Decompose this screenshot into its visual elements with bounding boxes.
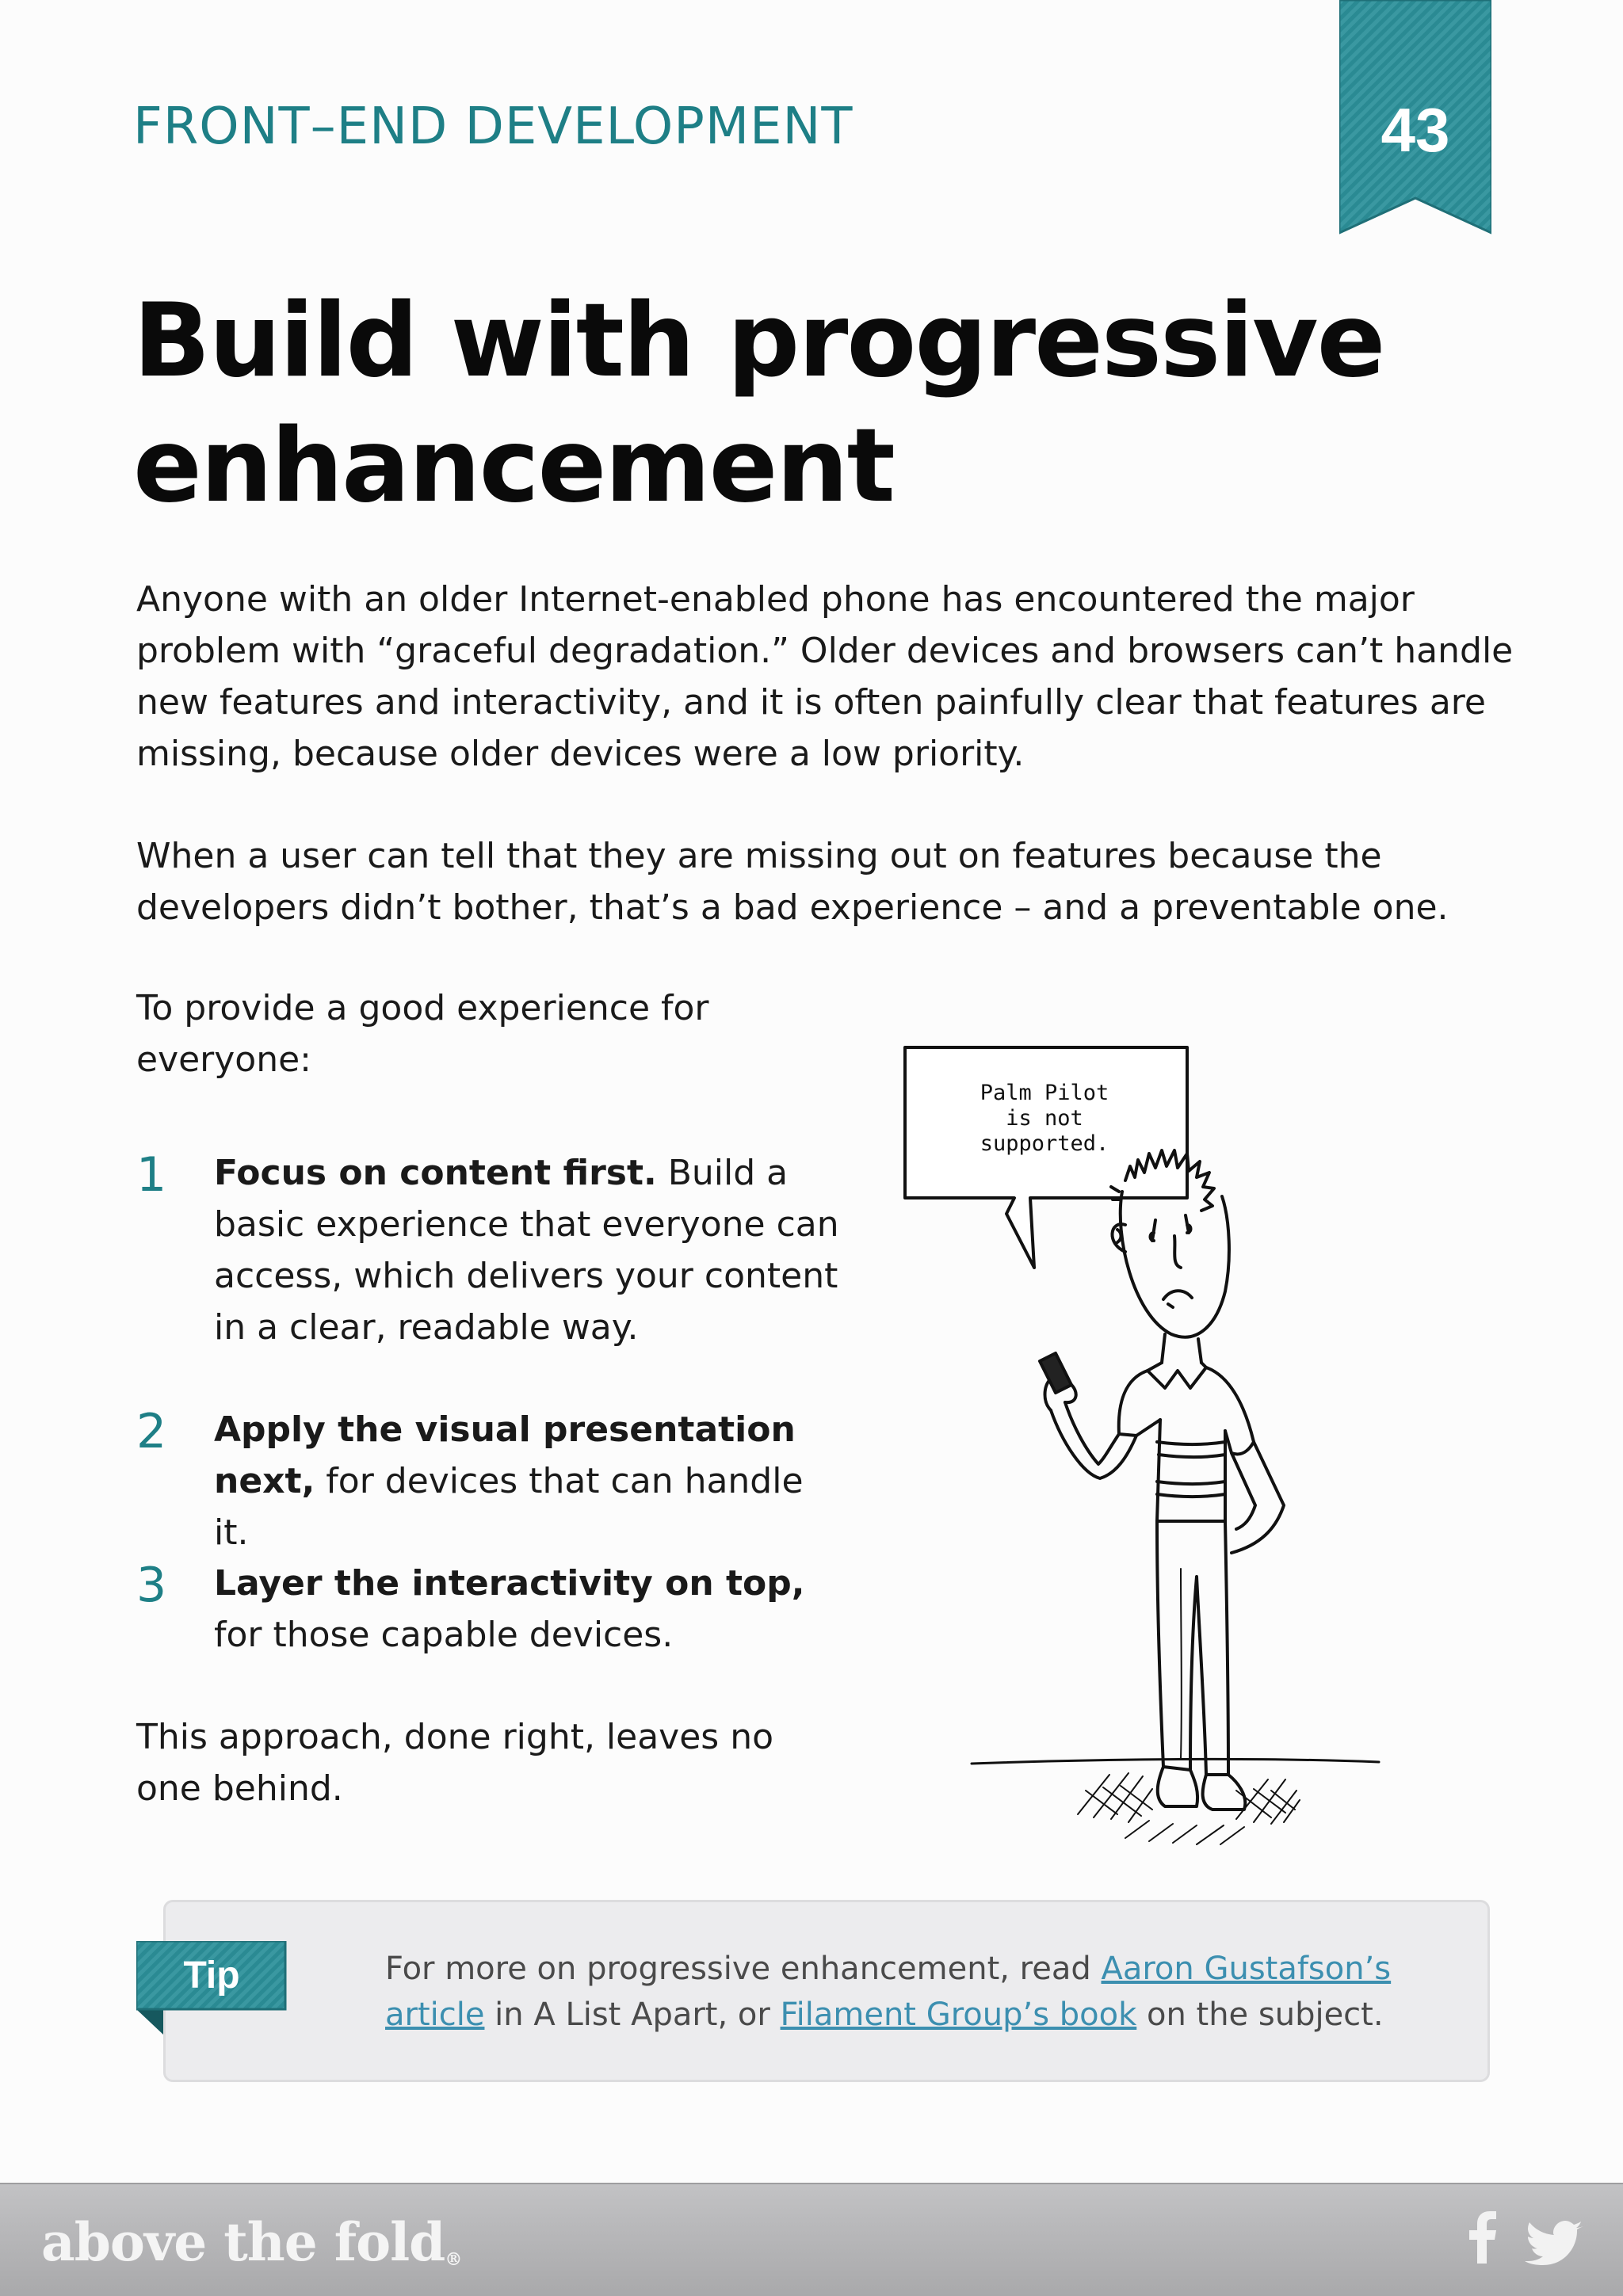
step-rest: for devices that can handle it. <box>214 1461 804 1553</box>
second-paragraph: When a user can tell that they are missing out on features because the developers didn’t bother, that’s a bad experience – and a preventable one. <box>136 836 1449 928</box>
step-number: 2 <box>136 1404 167 1459</box>
filament-group-book-link[interactable]: Filament Group’s book <box>780 1997 1137 2033</box>
facebook-icon[interactable] <box>1468 2211 1496 2264</box>
section-title: FRONT–END DEVELOPMENT <box>133 97 854 156</box>
title-line-2: enhancement <box>133 407 894 525</box>
step-bold: Apply the visual presentation next, <box>214 1409 796 1501</box>
closing-paragraph: This approach, done right, leaves no one behind. <box>136 1717 774 1809</box>
page-number: 43 <box>1381 95 1450 165</box>
page-title <box>133 279 1480 529</box>
step-bold: Layer the interactivity on top, <box>214 1563 805 1604</box>
intro-paragraph: Anyone with an older Internet-enabled phone has encountered the major problem with “graceful degradation.” Older devices and browsers can’t handle new features and interactivity, and it is often painfully clear that features are missing, because older devices were a low priority. <box>136 579 1514 774</box>
step-text <box>214 1558 848 1661</box>
footer-bar <box>0 2183 1623 2296</box>
tip-label: Tip <box>183 1955 240 1997</box>
logo-text: above the fold <box>41 2211 445 2273</box>
step-bold: Focus on content first. <box>214 1153 657 1193</box>
above-the-fold-logo <box>41 2211 462 2273</box>
step-text <box>214 1147 848 1353</box>
step-rest: Build a basic experience that everyone can access, which delivers your content in a clear, readable way. <box>214 1153 839 1348</box>
registered-mark: ® <box>445 2249 462 2270</box>
step-rest: for those capable devices. <box>214 1615 674 1655</box>
page-number-ribbon <box>1339 0 1491 236</box>
tip-text-start: For more on progressive enhancement, read <box>385 1951 1102 1987</box>
speech-bubble-text: Palm Pilot is not supported. <box>980 1081 1109 1156</box>
tip-text <box>385 1946 1415 2038</box>
steps-intro: To provide a good experience for everyone: <box>136 988 709 1080</box>
tip-text-end: on the subject. <box>1136 1997 1384 2033</box>
aaron-gustafson-article-link[interactable]: Aaron Gustafson’s article <box>385 1951 1392 2033</box>
step-text <box>214 1404 848 1558</box>
step-number: 3 <box>136 1558 167 1613</box>
step-number: 1 <box>136 1147 167 1203</box>
twitter-icon[interactable] <box>1525 2221 1583 2265</box>
tip-text-middle: in A List Apart, or <box>484 1997 781 2033</box>
title-line-1: Build with progressive <box>133 282 1384 400</box>
